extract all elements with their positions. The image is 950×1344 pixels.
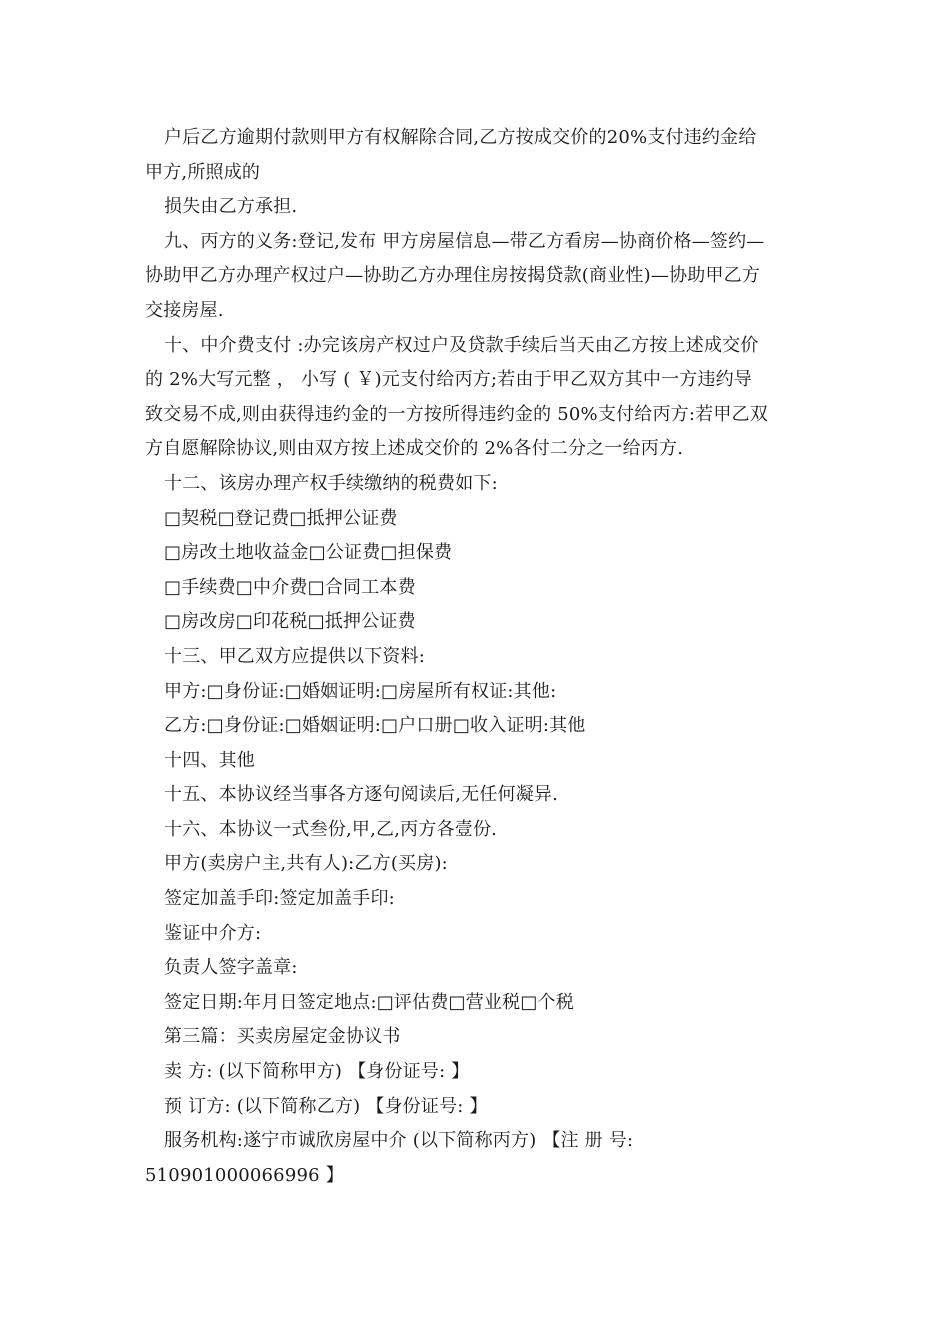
text-line: 九、丙方的义务:登记,发布 甲方房屋信息—带乙方看房—协商价格—签约— (164, 230, 765, 252)
text-line: 户后乙方逾期付款则甲方有权解除合同,乙方按成交价的20%支付违约金给 (164, 127, 757, 148)
text-line: 协助甲乙方办理产权过户—协助乙方办理住房按揭贷款(商业性)—协助甲乙方 (145, 265, 761, 287)
text-line: □房改房□印花税□抵押公证费 (164, 611, 416, 633)
text-line: 签定加盖手印:签定加盖手印: (164, 888, 395, 910)
text-line: □手续费□中介费□合同工本费 (164, 576, 416, 598)
text-line: 卖 方: (以下简称甲方) 【身份证号: 】 (164, 1061, 470, 1083)
text-line: 十三、甲乙双方应提供以下资料: (164, 645, 426, 667)
text-line: 方自愿解除协议,则由双方按上述成交价的 2%各付二分之一给丙方. (145, 438, 684, 460)
text-line: 第三篇：买卖房屋定金协议书 (164, 1026, 401, 1048)
text-line: 甲方:□身份证:□婚姻证明:□房屋所有权证:其他: (164, 680, 557, 702)
text-line: 十、中介费支付 :办完该房产权过户及贷款手续后当天由乙方按上述成交价 (164, 334, 759, 356)
text-line: 510901000066996 】 (145, 1164, 344, 1186)
text-line: 十二、该房办理产权手续缴纳的税费如下: (164, 472, 498, 494)
text-line: 预 订方: (以下简称乙方) 【身份证号: 】 (164, 1095, 488, 1117)
text-line: 服务机构:遂宁市诚欣房屋中介 (以下简称丙方) 【注 册 号: (164, 1130, 634, 1152)
text-line: □房改土地收益金□公证费□担保费 (164, 542, 453, 564)
text-line: 甲方(卖房户主,共有人):乙方(买房): (164, 853, 448, 875)
text-line: 甲方,所照成的 (145, 161, 261, 183)
text-line: 鉴证中介方: (164, 922, 262, 944)
text-line: 负责人签字盖章: (164, 957, 298, 979)
text-line: 损失由乙方承担. (164, 196, 298, 218)
text-line: 交接房屋. (145, 299, 224, 321)
text-line: 乙方:□身份证:□婚姻证明:□户口册□收入证明:其他 (164, 715, 586, 737)
document-body (145, 121, 810, 1193)
text-line: 致交易不成,则由获得违约金的一方按所得违约金的 50%支付给丙方:若甲乙双 (145, 403, 768, 425)
text-line: 十六、本协议一式叁份,甲,乙,丙方各壹份. (164, 818, 498, 840)
text-line: 十四、其他 (164, 749, 255, 771)
text-line: 签定日期:年月日签定地点:□评估费□营业税□个税 (164, 991, 574, 1013)
text-line: 十五、本协议经当事各方逐句阅读后,无任何凝异. (164, 784, 559, 806)
text-line: □契税□登记费□抵押公证费 (164, 507, 398, 529)
text-line: 的 2%大写元整 ， 小写 ( ￥)元支付给丙方;若由于甲乙双方其中一方违约导 (145, 369, 753, 391)
